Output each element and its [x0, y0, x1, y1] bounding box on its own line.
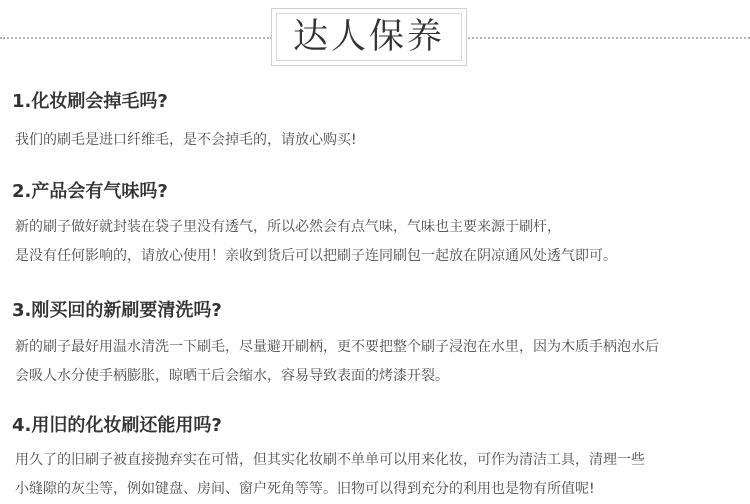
faq-question-4: 4.用旧的化妆刷还能用吗? [12, 415, 222, 436]
dotted-divider-right [468, 37, 750, 39]
section-header [0, 8, 750, 68]
title-inner-frame [276, 13, 462, 61]
faq-answer-4-line-1: 用久了的旧刷子被直接抛弃实在可惜，但其实化妆刷不单单可以用来化妆，可作为清洁工具，清理一些 [15, 452, 645, 468]
faq-answer-3-line-1: 新的刷子最好用温水清洗一下刷毛，尽量避开刷柄，更不要把整个刷子浸泡在水里，因为木质手柄泡水后 [15, 339, 659, 355]
page-title: 达人保养 [292, 16, 445, 57]
faq-answer-2-line-2: 是没有任何影响的，请放心使用！亲收到货后可以把刷子连同刷包一起放在阴凉通风处透气即可。 [15, 248, 617, 264]
dotted-divider-left [0, 37, 272, 39]
faq-answer-2-line-1: 新的刷子做好就封装在袋子里没有透气，所以必然会有点气味，气味也主要来源于刷杆， [15, 219, 561, 235]
faq-item-4 [12, 414, 742, 504]
faq-answer-4-line-2: 小缝隙的灰尘等，例如键盘、房间、窗户死角等等。旧物可以得到充分的利用也是物有所值呢! [15, 481, 595, 497]
faq-item-2 [12, 180, 742, 271]
faq-answer-1-line-1: 我们的刷毛是进口纤维毛，是不会掉毛的，请放心购买! [15, 132, 357, 148]
faq-item-1 [12, 90, 742, 155]
faq-answer-3-line-2: 会吸人水分使手柄膨胀，晾晒干后会缩水，容易导致表面的烤漆开裂。 [15, 368, 449, 384]
faq-item-3 [12, 299, 742, 391]
faq-question-2: 2.产品会有气味吗? [12, 181, 168, 202]
faq-question-1: 1.化妆刷会掉毛吗? [12, 91, 168, 112]
title-frame [271, 8, 467, 66]
faq-question-3: 3.刚买回的新刷要清洗吗? [12, 300, 222, 321]
